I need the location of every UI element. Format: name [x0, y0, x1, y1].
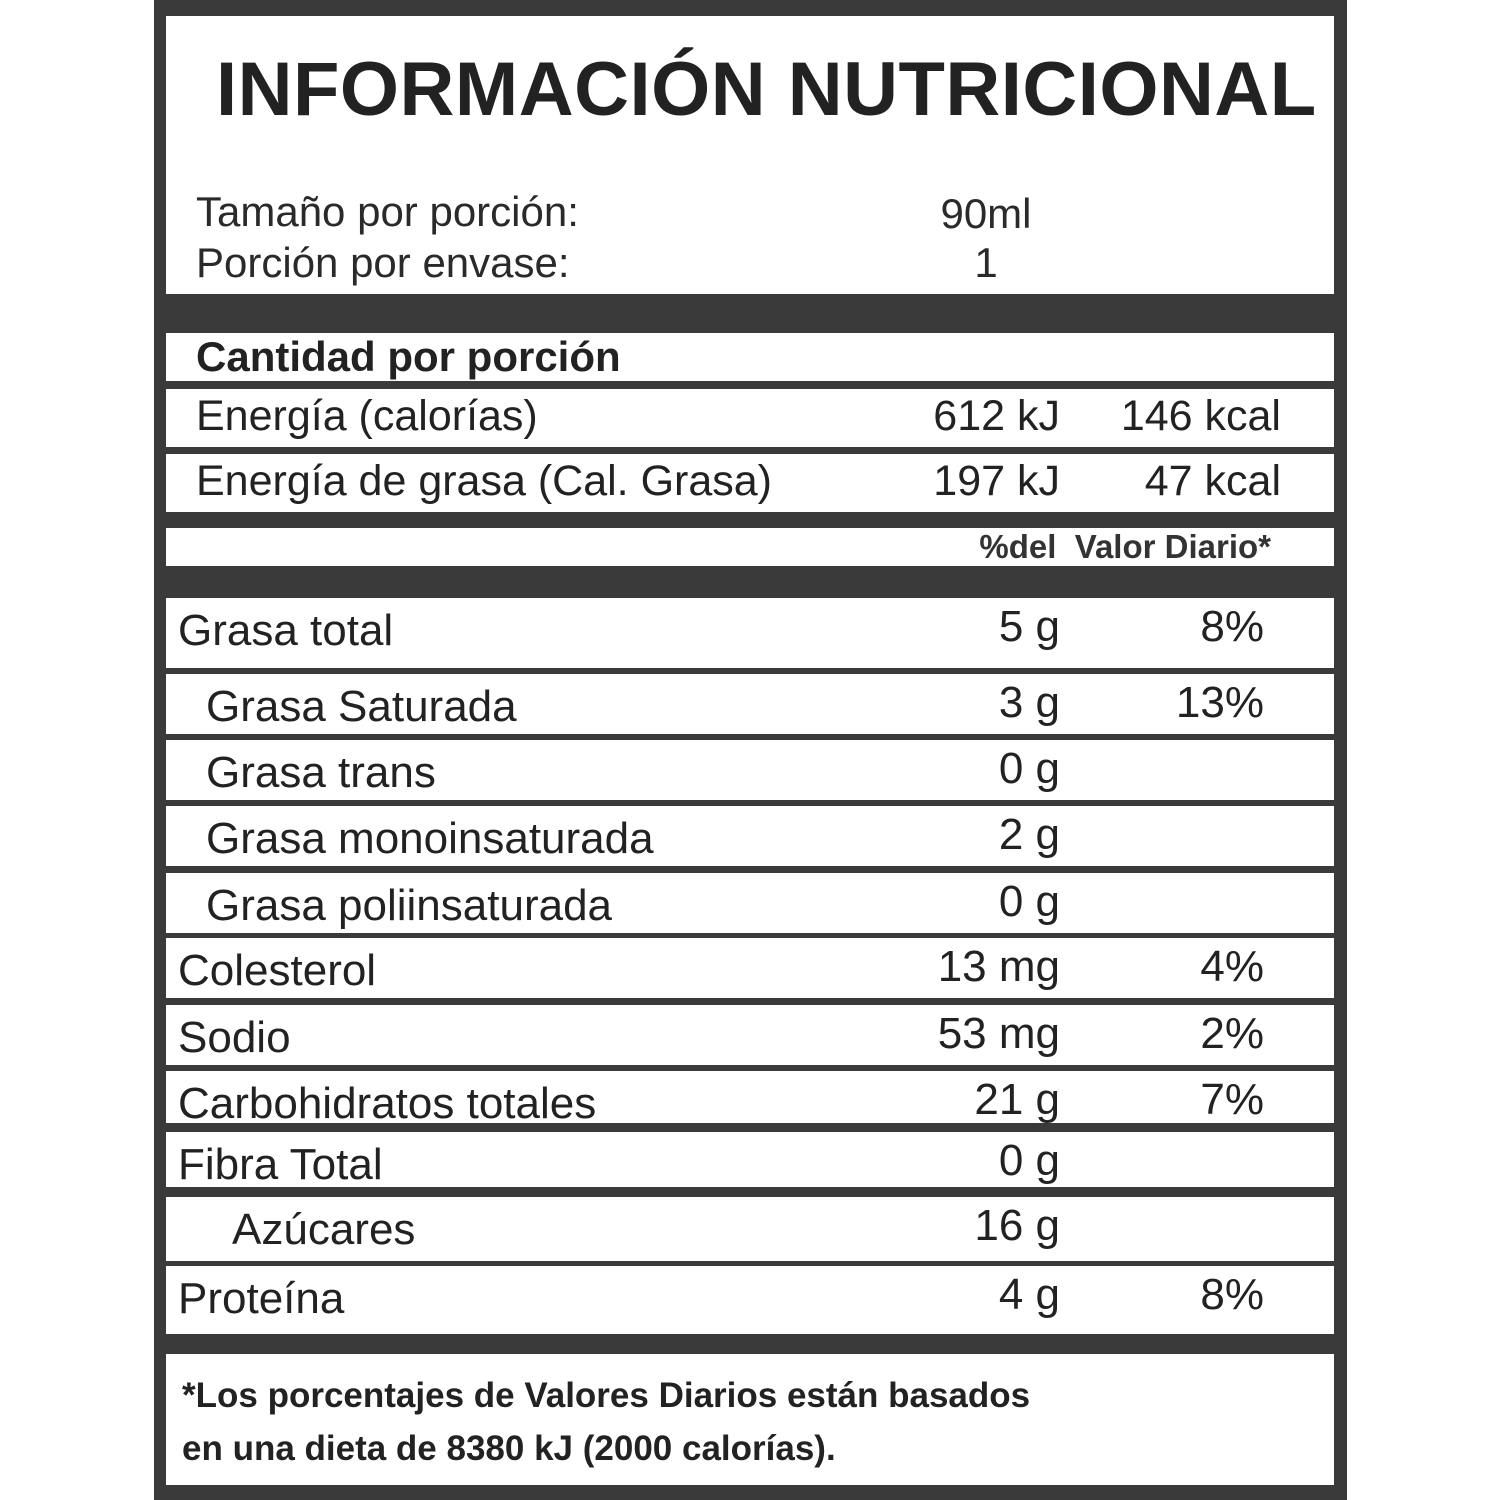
header-panel: [166, 16, 1334, 294]
nutrient-label: Grasa monoinsaturada: [206, 814, 654, 863]
nutrient-daily-value: 8%: [1200, 602, 1264, 651]
nutrient-label: Fibra Total: [178, 1140, 383, 1189]
nutrient-label: Azúcares: [232, 1205, 416, 1254]
fat-energy-kcal: 47 kcal: [1144, 457, 1281, 505]
nutrient-amount: 13 mg: [937, 942, 1060, 991]
nutrient-row: [166, 1005, 1334, 1065]
nutrient-row: [166, 938, 1334, 998]
amount-per-serving-header: Cantidad por porción: [196, 333, 621, 380]
nutrient-label: Colesterol: [178, 946, 377, 995]
nutrient-amount: 4 g: [998, 1270, 1060, 1319]
fat-energy-label: Energía de grasa (Cal. Grasa): [196, 457, 772, 505]
nutrient-label: Proteína: [178, 1274, 345, 1323]
footnote-line-2: en una dieta de 8380 kJ (2000 calorías).: [182, 1429, 836, 1468]
energy-kj: 612 kJ: [933, 392, 1060, 440]
nutrient-amount: 53 mg: [937, 1009, 1060, 1058]
nutrient-label: Sodio: [178, 1013, 291, 1062]
footnote-line-1: *Los porcentajes de Valores Diarios están basados: [182, 1376, 1031, 1415]
nutrient-row: [166, 1132, 1334, 1187]
fat-energy-kj: 197 kJ: [933, 457, 1060, 505]
nutrient-daily-value: 8%: [1200, 1270, 1264, 1319]
nutrient-row: [166, 873, 1334, 933]
daily-value-header-row: [166, 528, 1334, 566]
nutrient-amount: 3 g: [998, 678, 1060, 727]
nutrient-row: [166, 674, 1334, 734]
daily-value-header: %del Valor Diario*: [979, 528, 1271, 565]
amount-per-serving-row: [166, 333, 1334, 381]
energy-label: Energía (calorías): [196, 392, 538, 440]
nutrient-amount: 21 g: [974, 1075, 1060, 1124]
nutrient-row: [166, 740, 1334, 800]
nutrient-row: [166, 1197, 1334, 1261]
nutrient-amount: 0 g: [998, 877, 1060, 926]
energy-kcal: 146 kcal: [1120, 392, 1281, 440]
serving-size-label: Tamaño por porción:: [196, 188, 579, 235]
nutrient-label: Carbohidratos totales: [178, 1079, 597, 1128]
nutrient-amount: 2 g: [998, 810, 1060, 859]
nutrition-label: [154, 0, 1347, 1500]
energy-row: [166, 389, 1334, 447]
nutrient-row: [166, 1071, 1334, 1128]
footnote-panel: [166, 1354, 1334, 1485]
servings-per-container-label: Porción por envase:: [196, 239, 570, 286]
nutrient-daily-value: 4%: [1200, 942, 1264, 991]
nutrient-row: [166, 806, 1334, 866]
page-title: INFORMACIÓN NUTRICIONAL: [216, 47, 1317, 132]
nutrient-daily-value: 7%: [1200, 1075, 1264, 1124]
nutrient-amount: 5 g: [998, 602, 1060, 651]
nutrient-amount: 16 g: [974, 1201, 1060, 1250]
serving-size-value: 90ml: [940, 190, 1032, 237]
nutrient-row: [166, 598, 1334, 668]
nutrient-label: Grasa Saturada: [206, 682, 517, 731]
nutrient-label: Grasa trans: [206, 748, 436, 797]
nutrient-amount: 0 g: [998, 744, 1060, 793]
nutrient-daily-value: 2%: [1200, 1009, 1264, 1058]
nutrient-row: [166, 1266, 1334, 1334]
fat-energy-row: [166, 454, 1334, 512]
nutrient-label: Grasa total: [178, 606, 394, 655]
nutrient-daily-value: 13%: [1175, 678, 1264, 727]
nutrient-amount: 0 g: [998, 1136, 1060, 1185]
nutrient-label: Grasa poliinsaturada: [206, 881, 613, 930]
servings-per-container-value: 1: [974, 239, 998, 286]
